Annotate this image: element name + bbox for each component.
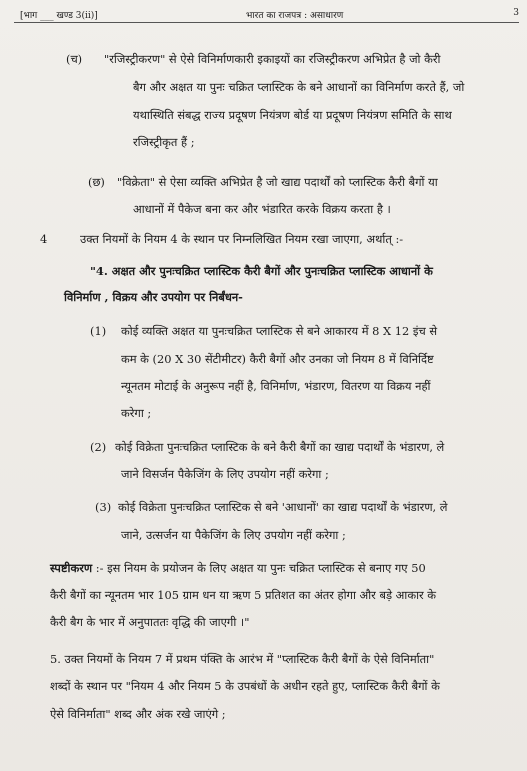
explanation-line-1-text: :- इस नियम के प्रयोजन के लिए अक्षत या पुनः चक्रित प्लास्टिक से बनाए गए 50 [92,561,426,575]
header-part-section: [भाग ___ खण्ड 3(ii)] [20,11,98,21]
clause-chh-line-2: आधानों में पैकेज बना कर और भंडारित करके विक्रय करता है । [133,202,391,216]
section-5-line-1: 5. उक्त नियमों के नियम 7 में प्रथम पंक्ति के आरंभ में "प्लास्टिक कैरी बैगों के ऐसे विनिर्माता" [50,652,435,666]
section-4-number: 4 [40,232,48,246]
clause-c-line-4: रजिस्ट्रीकृत हैं ; [133,135,195,149]
clause-c-label: (च) [66,52,83,66]
page-header [14,6,519,23]
subrule-1-line-4: करेगा ; [121,406,152,420]
header-page-number: 3 [513,8,519,18]
subrule-2-line-1: कोई विक्रेता पुनःचक्रित प्लास्टिक के बने कैरी बैगों का खाद्य पदार्थों के भंडारण, ले [115,440,445,454]
subrule-2-label: (2) [90,440,107,454]
subrule-3-line-1: कोई विक्रेता पुनःचक्रित प्लास्टिक से बने 'आधानों' का खाद्य पदार्थों के भंडारण, ले [118,500,448,514]
explanation-line-2: कैरी बैगों का न्यूनतम भार 105 ग्राम धन या ऋण 5 प्रतिशत का अंतर होगा और बड़े आकार के [50,588,437,602]
section-5-line-3: ऐसे विनिर्माता" शब्द और अंक रखे जाएंगे ; [50,707,226,721]
subrule-2-line-2: जाने विसर्जन पैकेजिंग के लिए उपयोग नहीं करेगा ; [121,467,329,481]
clause-c-line-3: यथास्थिति संबद्ध राज्य प्रदूषण नियंत्रण बोर्ड या प्रदूषण नियंत्रण समिति के साथ [133,108,452,122]
subrule-1-label: (1) [90,324,107,338]
subrule-3-label: (3) [95,500,112,514]
section-5-line-2: शब्दों के स्थान पर "नियम 4 और नियम 5 के उपबंधों के अधीन रहते हुए, प्लास्टिक कैरी बैगों के [50,679,440,693]
clause-c-line-2: बैग और अक्षत या पुनः चक्रित प्लास्टिक के बने आधानों का विनिर्माण करते हैं, जो [133,80,465,94]
explanation-line-1 [50,557,426,580]
subrule-3-line-2: जाने, उत्सर्जन या पैकेजिंग के लिए उपयोग नहीं करेगा ; [121,528,346,542]
clause-c-line-1: "रजिस्ट्रीकरण" से ऐसे विनिर्माणकारी इकाइयों का रजिस्ट्रीकरण अभिप्रेत है जो कैरी [104,52,441,66]
rule-4-heading-line-2: विनिर्माण , विक्रय और उपयोग पर निर्बंधन- [64,290,243,304]
subrule-1-line-1: कोई व्यक्ति अक्षत या पुनःचक्रित प्लास्टिक से बने आकारय में 8 X 12 इंच से [121,324,438,338]
subrule-1-line-3: न्यूनतम मोटाई के अनुरूप नहीं है, विनिर्माण, भंडारण, वितरण या विक्रय नहीं [121,379,431,393]
explanation-label: स्पष्टीकरण [50,561,93,575]
section-4-intro: उक्त नियमों के नियम 4 के स्थान पर निम्नलिखित नियम रखा जाएगा, अर्थात् :- [80,232,404,246]
rule-4-heading-line-1: "4. अक्षत और पुनःचक्रित प्लास्टिक कैरी बैगों और पुनःचक्रित प्लास्टिक आधानों के [90,264,433,278]
explanation-line-3: कैरी बैग के भार में अनुपाततः वृद्धि की जाएगी ।" [50,615,250,629]
subrule-1-line-2: कम के (20 X 30 सेंटीमीटर) कैरी बैगों और उनका जो नियम 8 में विनिर्दिष्ट [121,352,434,366]
clause-chh-label: (छ) [88,175,105,189]
header-gazette-title: भारत का राजपत्र : असाधारण [246,11,344,21]
clause-chh-line-1: "विक्रेता" से ऐसा व्यक्ति अभिप्रेत है जो खाद्य पदार्थों को प्लास्टिक कैरी बैगों या [117,175,438,189]
